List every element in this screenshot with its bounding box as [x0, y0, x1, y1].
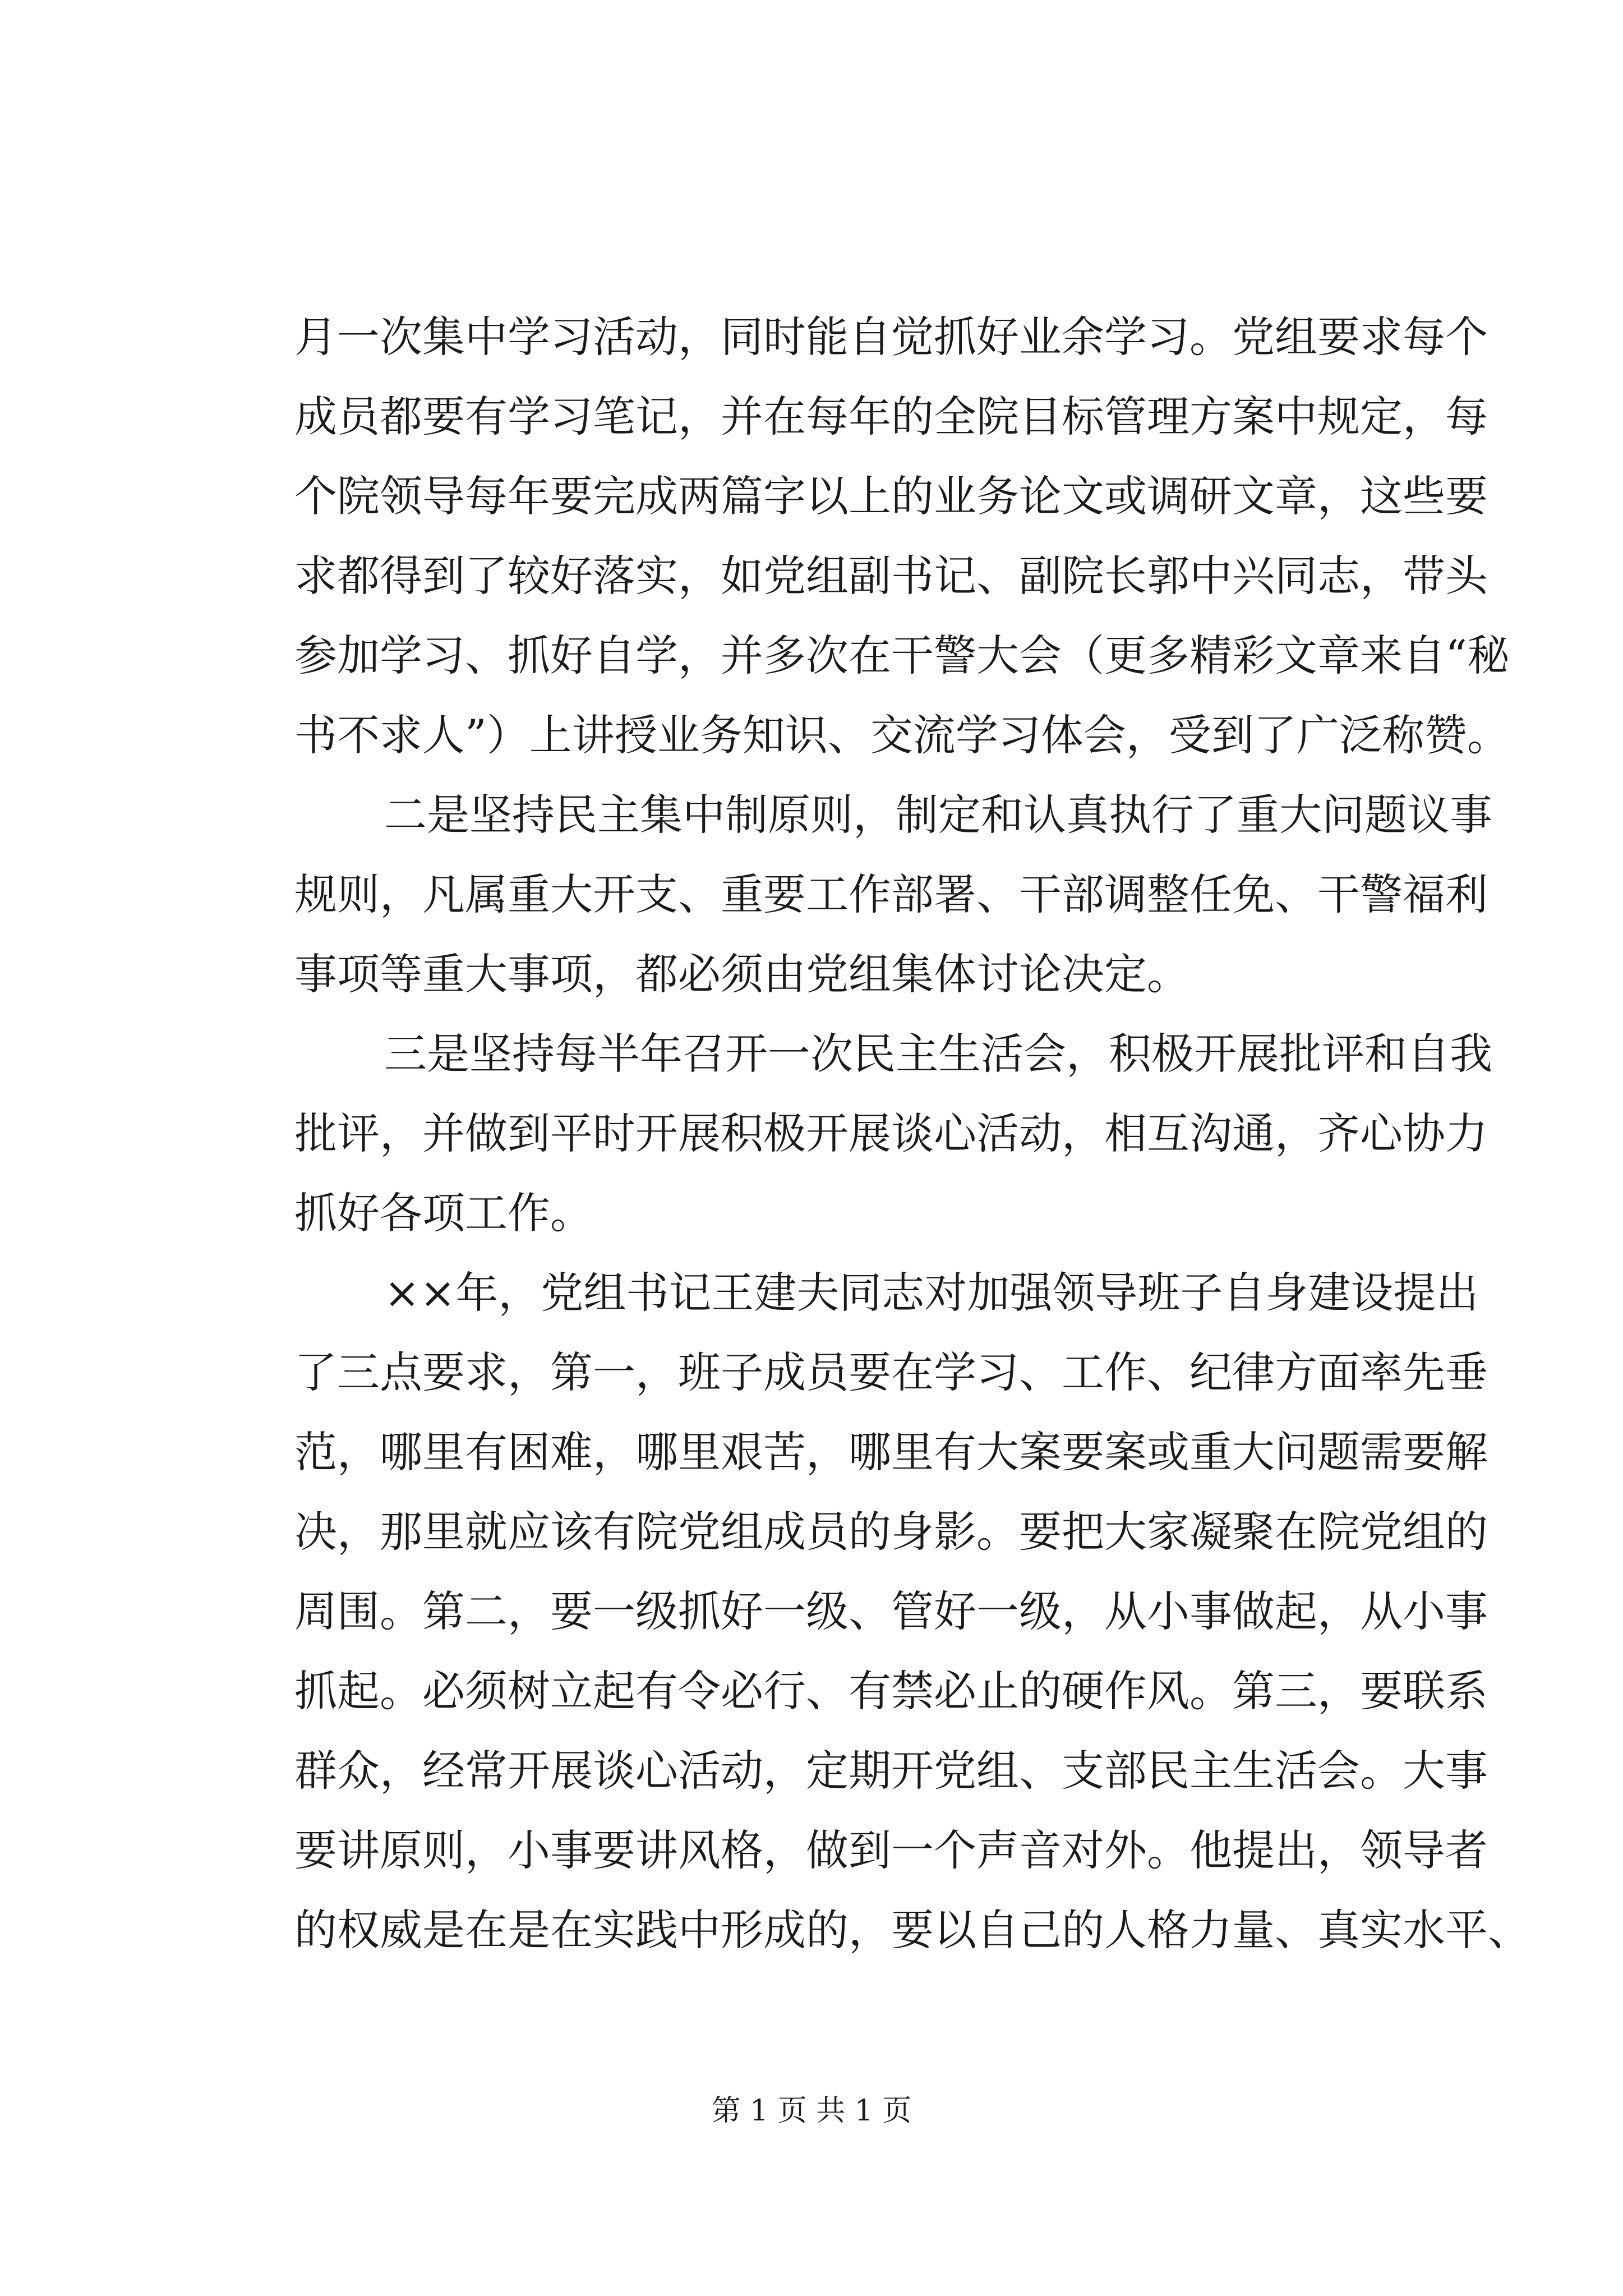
text-line: 个院领导每年要完成两篇字以上的业务论文或调研文章，这些要 [294, 471, 1488, 521]
text-line: 书不求人”）上讲授业务知识、交流学习体会，受到了广泛称赞。 [294, 710, 1510, 760]
text-line: 周围。第二，要一级抓好一级、管好一级，从小事做起，从小事 [294, 1586, 1488, 1636]
text-line: 抓起。必须树立起有令必行、有禁必止的硬作风。第三，要联系 [294, 1666, 1488, 1716]
text-line: 要讲原则，小事要讲风格，做到一个声音对外。他提出，领导者 [294, 1825, 1488, 1875]
text-line: 事项等重大事项，都必须由党组集体讨论决定。 [294, 949, 1189, 999]
paragraph-start-line: ××年，党组书记王建夫同志对加强领导班子自身建设提出 [384, 1268, 1479, 1318]
text-line: 范，哪里有困难，哪里艰苦，哪里有大案要案或重大问题需要解 [294, 1427, 1488, 1477]
text-line: 了三点要求，第一，班子成员要在学习、工作、纪律方面率先垂 [294, 1347, 1488, 1397]
text-line: 的权威是在是在实践中形成的，要以自己的人格力量、真实水平、 [294, 1905, 1530, 1955]
text-line: 成员都要有学习笔记，并在每年的全院目标管理方案中规定，每 [294, 392, 1488, 441]
text-line: 群众，经常开展谈心活动，定期开党组、支部民主生活会。大事 [294, 1746, 1488, 1796]
text-line: 月一次集中学习活动，同时能自觉抓好业余学习。党组要求每个 [294, 312, 1488, 362]
paragraph-start-line: 二是坚持民主集中制原则，制定和认真执行了重大问题议事 [384, 790, 1492, 840]
text-line: 求都得到了较好落实，如党组副书记、副院长郭中兴同志，带头 [294, 551, 1488, 601]
paragraph-start-line: 三是坚持每半年召开一次民主生活会，积极开展批评和自我 [384, 1029, 1492, 1079]
text-line: 规则，凡属重大开支、重要工作部署、干部调整任免、干警福利 [294, 869, 1488, 919]
text-line: 抓好各项工作。 [294, 1188, 593, 1238]
document-body [294, 297, 1530, 1970]
text-line: 决，那里就应该有院党组成员的身影。要把大家凝聚在院党组的 [294, 1507, 1488, 1557]
text-line: 参加学习、抓好自学，并多次在干警大会（更多精彩文章来自“秘 [294, 631, 1510, 680]
text-line: 批评，并做到平时开展积极开展谈心活动，相互沟通，齐心协力 [294, 1108, 1488, 1158]
page-number-footer: 第 1 页 共 1 页 [711, 2094, 912, 2128]
